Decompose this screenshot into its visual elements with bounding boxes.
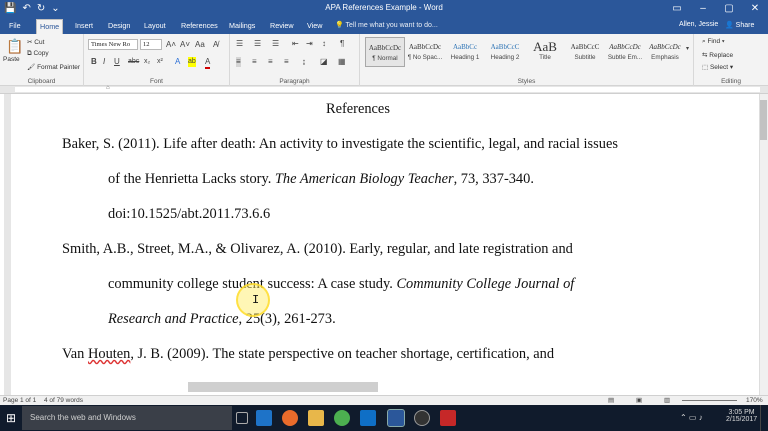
line-spacing-icon[interactable]: ↨ bbox=[302, 57, 306, 66]
style-preview: AaBbCcDc bbox=[368, 44, 402, 52]
text-effects-icon[interactable]: A bbox=[175, 57, 181, 66]
taskbar-search-text: Search the web and Windows bbox=[30, 413, 136, 422]
undo-icon[interactable]: ↶ bbox=[22, 3, 31, 14]
acrobat-icon[interactable] bbox=[440, 410, 456, 426]
indent-marker-icon[interactable]: ⌂ bbox=[106, 85, 110, 91]
copy-label: Copy bbox=[33, 50, 49, 57]
style-label: ¶ No Spac... bbox=[407, 54, 443, 61]
borders-icon[interactable]: ▦ bbox=[338, 57, 346, 66]
maximize-button[interactable]: ▢ bbox=[724, 3, 734, 14]
font-family-select[interactable]: Times New Ro bbox=[88, 39, 138, 50]
replace-label: Replace bbox=[709, 52, 734, 59]
minimize-button[interactable]: – bbox=[700, 3, 706, 14]
tab-home[interactable]: Home bbox=[36, 19, 63, 34]
read-mode-icon[interactable]: ▤ bbox=[608, 397, 615, 404]
taskbar-search[interactable] bbox=[22, 406, 232, 430]
clock-date: 2/15/2017 bbox=[726, 416, 758, 423]
outlook-icon[interactable] bbox=[360, 410, 376, 426]
ref3-line1[interactable] bbox=[62, 346, 554, 363]
status-bar bbox=[0, 395, 768, 405]
style-preview: AaBbCcDc bbox=[408, 43, 442, 51]
tell-me-box[interactable]: 💡 Tell me what you want to do... bbox=[335, 22, 438, 29]
style-label: Subtle Em... bbox=[607, 54, 643, 61]
text-cursor-icon: I bbox=[252, 293, 260, 307]
style-item[interactable] bbox=[525, 37, 565, 67]
ref2-line3[interactable] bbox=[108, 311, 336, 328]
paste-label[interactable]: Paste bbox=[3, 56, 20, 63]
cut-button[interactable]: ✂ Cut bbox=[27, 39, 45, 46]
clipboard-group bbox=[0, 34, 84, 86]
start-button-icon[interactable]: ⊞ bbox=[6, 411, 17, 425]
horizontal-ruler[interactable] bbox=[0, 86, 768, 94]
ribbon-tabs bbox=[0, 18, 768, 34]
file-explorer-icon[interactable] bbox=[308, 410, 324, 426]
tab-design[interactable]: Design bbox=[108, 21, 131, 30]
find-button[interactable]: ⌕ Find ▾ bbox=[702, 38, 725, 45]
task-view-icon[interactable] bbox=[236, 412, 248, 424]
web-layout-icon[interactable]: ▥ bbox=[664, 397, 671, 404]
paragraph-group-label: Paragraph bbox=[279, 78, 310, 85]
format-painter-label: Format Painter bbox=[37, 64, 81, 71]
style-label: ¶ Normal bbox=[372, 55, 398, 62]
edge-icon[interactable] bbox=[256, 410, 272, 426]
style-item[interactable] bbox=[645, 37, 685, 67]
shrink-font-icon[interactable]: A˅ bbox=[180, 40, 191, 49]
strikethrough-button[interactable]: abc bbox=[128, 58, 140, 65]
grow-font-icon[interactable]: A˄ bbox=[166, 40, 177, 49]
windows-taskbar bbox=[0, 405, 768, 431]
sort-icon[interactable]: ↕ bbox=[322, 39, 326, 48]
underline-button[interactable]: U bbox=[114, 57, 120, 66]
word-taskbar-icon[interactable] bbox=[388, 410, 404, 426]
change-case-icon[interactable]: Aa bbox=[195, 40, 205, 49]
ref3-text-c: , J. B. (2009). The state perspective on teacher shortage, certification, and bbox=[130, 346, 555, 362]
zoom-slider[interactable] bbox=[682, 400, 737, 401]
window-title: APA References Example - Word bbox=[325, 3, 443, 12]
cut-label: Cut bbox=[34, 39, 45, 46]
ref3-line2-selection bbox=[188, 382, 378, 392]
print-layout-icon[interactable]: ▣ bbox=[636, 397, 643, 404]
tab-layout[interactable]: Layout bbox=[144, 21, 166, 30]
window-controls bbox=[664, 0, 768, 18]
style-item[interactable] bbox=[405, 37, 445, 67]
customize-qat-icon[interactable]: ⌄ bbox=[51, 3, 60, 14]
replace-button[interactable]: ⇆ Replace bbox=[702, 52, 734, 59]
firefox-icon[interactable] bbox=[282, 410, 298, 426]
style-label: Title bbox=[539, 54, 551, 61]
style-item[interactable] bbox=[565, 37, 605, 67]
styles-group bbox=[360, 34, 694, 86]
clear-formatting-icon[interactable]: A̸ bbox=[213, 40, 219, 49]
bold-button[interactable]: B bbox=[91, 57, 97, 66]
style-label: Emphasis bbox=[651, 54, 679, 61]
tab-review[interactable]: Review bbox=[270, 21, 294, 30]
document-area[interactable] bbox=[0, 94, 768, 395]
tab-references[interactable]: References bbox=[181, 21, 218, 30]
paste-icon[interactable]: 📋 bbox=[6, 38, 24, 54]
ref1-line2-text: of the Henrietta Lacks story. bbox=[108, 171, 275, 187]
superscript-button[interactable]: x² bbox=[157, 58, 163, 65]
ref2-line2-text: community college student success: A case study. bbox=[108, 276, 397, 292]
bullets-icon[interactable]: ☰ bbox=[236, 39, 244, 48]
ref2-volume: , 25(3), 261-273. bbox=[238, 311, 336, 327]
format-painter-button[interactable]: 🖌 Format Painter bbox=[27, 64, 81, 71]
shading-icon[interactable]: ◪ bbox=[320, 57, 328, 66]
close-button[interactable]: ✕ bbox=[750, 3, 760, 14]
select-button[interactable]: ⬚ Select ▾ bbox=[702, 64, 734, 71]
ref3-spelling-flag: Houten bbox=[87, 346, 131, 362]
show-formatting-icon[interactable]: ¶ bbox=[340, 39, 345, 48]
scrollbar-thumb[interactable] bbox=[760, 100, 767, 140]
style-preview: AaBbCcC bbox=[490, 43, 520, 51]
align-right-icon[interactable]: ≡ bbox=[268, 57, 273, 66]
style-preview: AaBbCcC bbox=[570, 43, 600, 51]
zoom-level[interactable]: 170% bbox=[746, 397, 763, 404]
clock-time: 3:05 PM bbox=[728, 409, 755, 416]
select-label: Select bbox=[709, 64, 729, 71]
chrome-icon[interactable] bbox=[334, 410, 350, 426]
ref2-line2[interactable] bbox=[108, 276, 574, 293]
show-desktop-button[interactable] bbox=[760, 405, 768, 431]
ref2-line1[interactable]: Smith, A.B., Street, M.A., & Olivarez, A. (2010). Early, regular, and late registration and bbox=[62, 241, 573, 257]
find-label: Find bbox=[707, 38, 721, 45]
align-center-icon[interactable]: ≡ bbox=[252, 57, 257, 66]
ref2-journal-part2: Research and Practice bbox=[108, 311, 239, 327]
subscript-button[interactable]: x₂ bbox=[144, 58, 151, 65]
ribbon bbox=[0, 34, 768, 86]
ruler-text-area bbox=[15, 87, 760, 92]
style-label: Heading 2 bbox=[490, 54, 520, 61]
tab-file[interactable]: File bbox=[9, 21, 21, 30]
font-group-label: Font bbox=[149, 78, 163, 85]
styles-more-icon[interactable]: ▾ bbox=[686, 46, 690, 52]
references-heading[interactable]: References bbox=[326, 101, 390, 117]
word-count[interactable]: 4 of 79 words bbox=[44, 397, 84, 404]
ref1-line2[interactable] bbox=[108, 171, 534, 188]
tab-insert[interactable]: Insert bbox=[75, 21, 93, 30]
style-label: Heading 1 bbox=[450, 54, 480, 61]
vertical-scrollbar[interactable] bbox=[759, 94, 768, 395]
ref1-journal: The American Biology Teacher bbox=[274, 171, 454, 187]
font-size-select[interactable]: 12 bbox=[140, 39, 162, 50]
clock[interactable] bbox=[726, 409, 757, 423]
share-label: Share bbox=[735, 22, 755, 29]
user-name[interactable]: Allen, Jessie bbox=[679, 21, 719, 28]
font-group bbox=[84, 34, 230, 86]
italic-button[interactable]: I bbox=[103, 57, 106, 66]
editing-group bbox=[694, 34, 768, 86]
ribbon-display-button[interactable]: ▭ bbox=[672, 3, 682, 14]
ref3-text-a: Van bbox=[62, 346, 88, 362]
ref1-line1[interactable]: Baker, S. (2011). Life after death: An activity to investigate the scientific, legal, and racial issues bbox=[62, 136, 618, 152]
page-count[interactable]: Page 1 of 1 bbox=[3, 397, 37, 404]
clipboard-group-label: Clipboard bbox=[27, 78, 56, 85]
increase-indent-icon[interactable]: ⇥ bbox=[306, 39, 313, 48]
recorder-icon[interactable] bbox=[414, 410, 430, 426]
style-preview: AaB bbox=[533, 39, 557, 54]
save-icon[interactable]: 💾 bbox=[4, 3, 17, 14]
ref1-volume: , 73, 337-340. bbox=[453, 171, 534, 187]
ref1-line3[interactable]: doi:10.1525/abt.2011.73.6.6 bbox=[108, 206, 271, 222]
multilevel-list-icon[interactable]: ☰ bbox=[272, 39, 280, 48]
style-item[interactable] bbox=[365, 37, 405, 67]
numbering-icon[interactable]: ☰ bbox=[254, 39, 262, 48]
vertical-ruler bbox=[4, 94, 11, 395]
share-button[interactable]: 👤 Share bbox=[725, 22, 755, 29]
justify-icon[interactable]: ≡ bbox=[284, 57, 289, 66]
style-item[interactable] bbox=[605, 37, 645, 67]
system-tray-icons[interactable]: ⌃ ▭ ♪ bbox=[680, 413, 703, 422]
style-label: Subtitle bbox=[574, 54, 596, 61]
redo-icon[interactable]: ↻ bbox=[36, 3, 46, 14]
tab-mailings[interactable]: Mailings bbox=[229, 21, 256, 30]
style-item[interactable] bbox=[485, 37, 525, 67]
ref2-journal-part1: Community College Journal of bbox=[396, 276, 575, 292]
editing-group-label: Editing bbox=[721, 78, 741, 85]
decrease-indent-icon[interactable]: ⇤ bbox=[292, 39, 299, 48]
font-color-icon[interactable]: A bbox=[205, 57, 210, 69]
style-preview: AaBbCcDc bbox=[609, 43, 641, 51]
style-item[interactable] bbox=[445, 37, 485, 67]
title-bar bbox=[0, 0, 768, 18]
highlight-icon[interactable]: ab bbox=[188, 58, 196, 65]
tab-view[interactable]: View bbox=[307, 21, 323, 30]
align-left-icon[interactable]: ≡ bbox=[236, 57, 241, 66]
styles-group-label: Styles bbox=[517, 78, 536, 85]
paragraph-group bbox=[230, 34, 360, 86]
style-preview: AaBbCc bbox=[452, 43, 478, 51]
tell-me-text: Tell me what you want to do... bbox=[345, 22, 438, 29]
copy-button[interactable]: ⧉ Copy bbox=[27, 50, 49, 57]
style-preview: AaBbCcDc bbox=[649, 43, 681, 51]
